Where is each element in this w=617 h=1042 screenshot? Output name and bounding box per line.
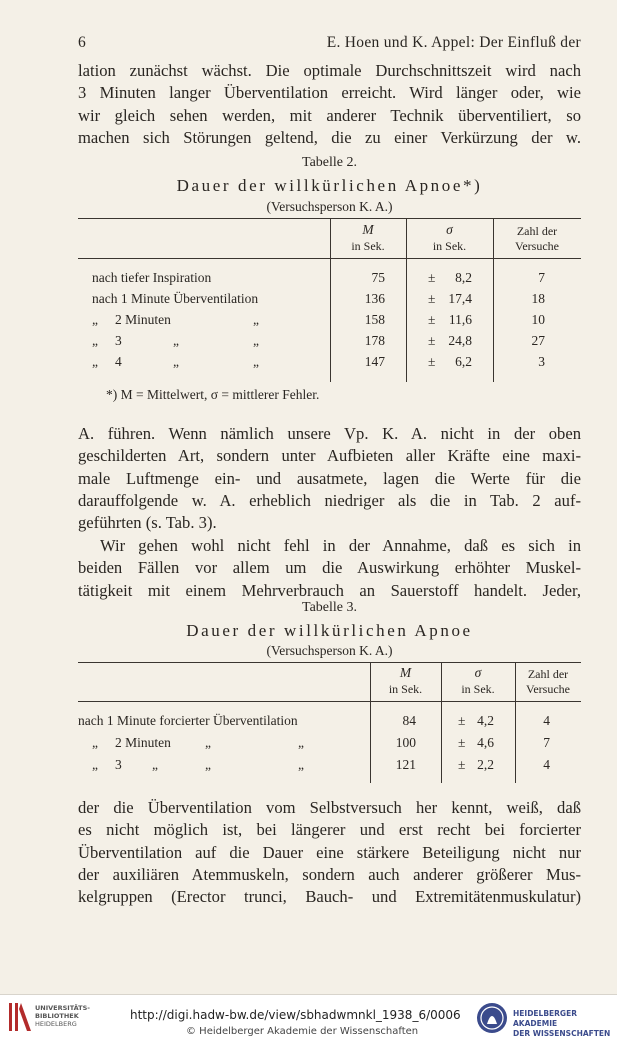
academy-wordmark bbox=[513, 1009, 617, 1039]
row-label: 3 bbox=[115, 333, 122, 348]
ditto-mark: „ bbox=[152, 757, 158, 772]
ditto-mark: „ bbox=[92, 312, 98, 327]
value-sigma: 6,2 bbox=[455, 354, 472, 369]
wordmark-line: UNIVERSITÄTS- bbox=[35, 1004, 90, 1012]
row-label: 3 bbox=[115, 757, 122, 772]
column-unit-count: Versuche bbox=[515, 239, 559, 253]
value-sigma: 24,8 bbox=[448, 333, 472, 348]
value-count: 3 bbox=[538, 354, 545, 369]
plus-minus: ± bbox=[428, 333, 436, 348]
running-title: E. Hoen und K. Appel: Der Einfluß der bbox=[326, 34, 581, 51]
column-unit-sigma: in Sek. bbox=[432, 239, 467, 253]
value-count: 7 bbox=[543, 735, 550, 750]
wordmark-line: BIBLIOTHEK bbox=[35, 1012, 79, 1020]
text-line: lation zunächst wächst. Die optimale Durchschnittszeit wird nach bbox=[78, 61, 581, 80]
text-line: male Luftmenge ein- und ausatmete, lagen die Werte für die bbox=[78, 468, 581, 488]
text-line: es nicht möglich ist, bei längerer und erst recht bei forcierter bbox=[78, 820, 581, 840]
column-header-m: M bbox=[399, 665, 412, 680]
ditto-mark: „ bbox=[253, 333, 259, 348]
text-line: wir gleich sehen werden, mit anderer Technik überventiliert, so bbox=[78, 105, 581, 125]
table-3-divider bbox=[441, 663, 442, 783]
value-m: 121 bbox=[395, 757, 416, 772]
university-library-logo-icon bbox=[6, 1001, 34, 1033]
ditto-mark: „ bbox=[205, 757, 211, 772]
text-line: 3 Minuten langer Überventilation erreicht. Wird länger oder, wie bbox=[78, 83, 581, 103]
text-line: tätigkeit mit einem Mehrverbrauch an Sauerstoff handelt. Jeder, bbox=[78, 580, 581, 600]
paragraph-3 bbox=[78, 535, 581, 602]
value-sigma: 4,2 bbox=[477, 713, 494, 728]
column-unit-sigma: in Sek. bbox=[461, 682, 495, 696]
text-line: der die Überventilation vom Selbstversuch her kennt, weiß, daß bbox=[78, 798, 581, 817]
ditto-mark: „ bbox=[173, 354, 179, 369]
column-header-count: Zahl der bbox=[527, 667, 569, 681]
ditto-mark: „ bbox=[92, 735, 98, 750]
ditto-mark: „ bbox=[92, 354, 98, 369]
row-label: 2 Minuten bbox=[115, 735, 171, 750]
column-header-sigma: σ bbox=[474, 665, 482, 680]
table-3-subheading: (Versuchsperson K. A.) bbox=[266, 643, 393, 658]
plus-minus: ± bbox=[428, 354, 436, 369]
text-line: der auxiliären Atemmuskeln, sondern auch anderer größerer Mus- bbox=[78, 864, 581, 884]
column-header-sigma: σ bbox=[446, 222, 453, 237]
value-count: 4 bbox=[543, 757, 550, 772]
table-3-label: Tabelle 3. bbox=[302, 600, 357, 615]
value-count: 7 bbox=[538, 270, 545, 285]
value-count: 10 bbox=[531, 312, 545, 327]
ditto-mark: „ bbox=[205, 735, 211, 750]
column-header-count: Zahl der bbox=[516, 224, 558, 238]
text-line: kelgruppen (Erector trunci, Bauch- und Extremitätenmuskulatur) bbox=[78, 887, 581, 907]
plus-minus: ± bbox=[428, 312, 436, 327]
table-3-header-rule bbox=[78, 701, 581, 702]
column-header-m: M bbox=[362, 222, 374, 237]
text-line: beiden Fällen vor allem um die Auswirkung erhöhter Muskel- bbox=[78, 558, 581, 578]
value-m: 84 bbox=[402, 713, 416, 728]
plus-minus: ± bbox=[428, 291, 436, 306]
table-2-label: Tabelle 2. bbox=[302, 155, 357, 170]
row-label: nach 1 Minute Überventilation bbox=[92, 291, 259, 306]
plus-minus: ± bbox=[458, 757, 466, 772]
value-m: 178 bbox=[364, 333, 385, 348]
ditto-mark: „ bbox=[298, 735, 304, 750]
value-sigma: 2,2 bbox=[477, 757, 494, 772]
viewer-footer bbox=[0, 994, 617, 1042]
column-unit-count: Versuche bbox=[526, 682, 570, 696]
column-unit-m: in Sek. bbox=[388, 682, 423, 696]
value-count: 18 bbox=[531, 291, 545, 306]
plus-minus: ± bbox=[428, 270, 436, 285]
ditto-mark: „ bbox=[173, 333, 179, 348]
paragraph-1 bbox=[78, 60, 581, 149]
row-label: 4 bbox=[115, 354, 122, 369]
text-line: A. führen. Wenn nämlich unsere Vp. K. A. nicht in der oben bbox=[78, 424, 581, 443]
text-line: geschilderten Art, sondern unter Aufbieten aller Kräfte eine maxi- bbox=[78, 446, 581, 466]
row-label: 2 Minuten bbox=[115, 312, 171, 327]
text-line: Überventilation auf die Dauer eine stärkere Beteiligung nicht nur bbox=[78, 842, 581, 862]
value-m: 147 bbox=[364, 354, 385, 369]
table-2-heading: Dauer der willkürlichen Apnoe*) bbox=[176, 176, 483, 195]
value-sigma: 8,2 bbox=[455, 270, 472, 285]
text-line: geführten (s. Tab. 3). bbox=[78, 513, 217, 533]
plus-minus: ± bbox=[458, 735, 466, 750]
value-count: 4 bbox=[543, 713, 550, 728]
permalink-url[interactable]: http://digi.hadw-bw.de/view/sbhadwmnkl_1938_6/0006 bbox=[130, 1008, 461, 1022]
academy-seal-icon bbox=[476, 1002, 508, 1034]
table-3-heading: Dauer der willkürlichen Apnoe bbox=[186, 621, 473, 640]
text-line: machen sich Störungen geltend, die zu einer Verkürzung der w. bbox=[78, 127, 581, 147]
wordmark-line: DER WISSENSCHAFTEN bbox=[513, 1029, 611, 1038]
row-label: nach tiefer Inspiration bbox=[92, 270, 212, 285]
copyright-notice: © Heidelberger Akademie der Wissenschaften bbox=[186, 1026, 419, 1037]
university-library-wordmark bbox=[35, 1004, 90, 1028]
value-m: 136 bbox=[364, 291, 385, 306]
table-2-subheading: (Versuchsperson K. A.) bbox=[266, 199, 393, 214]
value-sigma: 11,6 bbox=[448, 312, 472, 327]
value-sigma: 17,4 bbox=[448, 291, 472, 306]
paragraph-4 bbox=[78, 797, 581, 908]
ditto-mark: „ bbox=[253, 354, 259, 369]
text-line: darauffolgende w. A. erheblich niedriger als die in Tab. 2 auf- bbox=[78, 490, 581, 510]
value-sigma: 4,6 bbox=[477, 735, 494, 750]
value-m: 100 bbox=[395, 735, 416, 750]
ditto-mark: „ bbox=[253, 312, 259, 327]
value-m: 158 bbox=[364, 312, 385, 327]
value-count: 27 bbox=[531, 333, 545, 348]
column-unit-m: in Sek. bbox=[351, 239, 385, 253]
ditto-mark: „ bbox=[298, 757, 304, 772]
page-number: 6 bbox=[78, 34, 87, 51]
wordmark-line: HEIDELBERGER AKADEMIE bbox=[513, 1009, 577, 1028]
row-label: nach 1 Minute forcierter Überventilation bbox=[78, 713, 298, 728]
paragraph-2 bbox=[78, 423, 581, 534]
table-2-footnote: *) M = Mittelwert, σ = mittlerer Fehler. bbox=[106, 387, 320, 402]
plus-minus: ± bbox=[458, 713, 466, 728]
value-m: 75 bbox=[371, 270, 385, 285]
wordmark-line: HEIDELBERG bbox=[35, 1020, 77, 1028]
ditto-mark: „ bbox=[92, 757, 98, 772]
ditto-mark: „ bbox=[92, 333, 98, 348]
table-3-top-rule bbox=[78, 662, 581, 663]
text-line: Wir gehen wohl nicht fehl in der Annahme, daß es sich in bbox=[100, 536, 581, 555]
